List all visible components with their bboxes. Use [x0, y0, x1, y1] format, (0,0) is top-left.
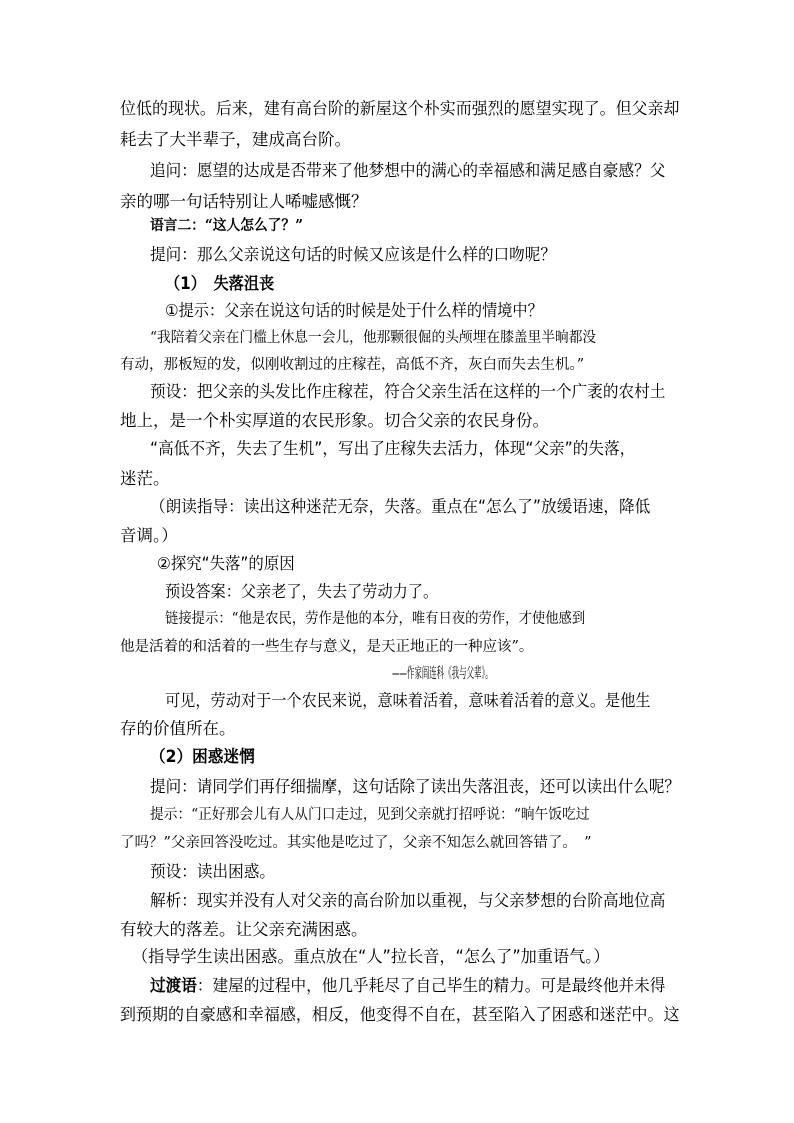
text-line: 预设：读出困惑。 — [150, 862, 275, 881]
quote-line: “我陪着父亲在门槛上休息一会儿，他那颗很倔的头颅埋在膝盖里半晌都没 — [150, 330, 597, 346]
section-heading: 语言二：“这人怎么了？” — [150, 217, 304, 234]
text-line: 迷茫。 — [120, 469, 170, 488]
quote-line: 他是活着的和活着的一些生存与意义，是天正地正的一种应该”。 — [120, 639, 534, 655]
text-line: 地上，是一个朴实厚道的农民形象。切合父亲的农民身份。 — [120, 411, 549, 430]
transition-line — [150, 973, 680, 999]
subsection-heading: （1） 失落沮丧 — [165, 274, 275, 293]
subsection-heading: （2）困惑迷惘 — [150, 747, 255, 766]
text-line: 到预期的自豪感和幸福感，相反，他变得不自在，甚至陷入了困惑和迷茫中。这 — [120, 1005, 680, 1024]
text-line: 有较大的落差。让父亲充满困惑。 — [120, 920, 368, 939]
text-line: 存的价值所在。 — [120, 719, 236, 738]
text-line: 可见，劳动对于一个农民来说，意味着活着，意味着活着的意义。是他生 — [165, 691, 651, 710]
text-line: 预设：把父亲的头发比作庄稼茬，符合父亲生活在这样的一个广袤的农村土 — [150, 382, 666, 401]
quote-line: 链接提示：“他是农民，劳作是他的本分，唯有日夜的劳作，才使他感到 — [165, 611, 586, 627]
transition-label: 过渡语 — [150, 976, 197, 995]
text-line: 追问：愿望的达成是否带来了他梦想中的满心的幸福感和满足感自豪感？父 — [150, 161, 666, 180]
text-line: 音调。） — [120, 526, 178, 545]
text-line: （指导学生读出困惑。重点放在“人”拉长音，“怎么了”加重语气。） — [132, 947, 610, 966]
text-line: ②探究“失落”的原因 — [157, 554, 295, 573]
text-line: （朗读指导：读出这种迷茫无奈，失落。重点在“怎么了”放缓语速，降低 — [150, 497, 651, 516]
text-line: ①提示：父亲在说这句话的时候是处于什么样的情境中？ — [165, 301, 543, 320]
text-line: 位低的现状。后来，建有高台阶的新屋这个朴实而强烈的愿望实现了。但父亲却 — [120, 99, 680, 118]
text-line: “高低不齐，失去了生机”，写出了庄稼失去活力，体现“父亲”的失落， — [150, 439, 636, 458]
quote-line: 了吗？”父亲回答没吃过。其实他是吃过了，父亲不知怎么就回答错了。 ” — [120, 835, 592, 851]
transition-text: ：建屋的过程中，他几乎耗尽了自己毕生的精力。可是最终他并未得 — [196, 976, 666, 995]
text-line: 解析：现实并没有人对父亲的高台阶加以重视，与父亲梦想的台阶高地位高 — [150, 891, 666, 910]
text-line: 亲的哪一句话特别让人唏嘘感慨？ — [120, 192, 368, 211]
text-line: 耗去了大半辈子，建成高台阶。 — [120, 130, 351, 149]
text-line: 提问：那么父亲说这句话的时候又应该是什么样的口吻呢？ — [150, 245, 557, 264]
text-line: 提问：请同学们再仔细揣摩，这句话除了读出失落沮丧，还可以读出什么呢？ — [150, 777, 680, 796]
text-line: 预设答案：父亲老了，失去了劳动力了。 — [165, 582, 439, 601]
quote-attribution: ——作家阎连科《我与父辈》。 — [392, 666, 493, 682]
quote-line: 提示：“正好那会儿有人从门口走过，见到父亲就打招呼说：“晌午饭吃过 — [150, 807, 590, 823]
quote-line: 有动，那板短的发，似刚收割过的庄稼茬，高低不齐，灰白而失去生机。” — [120, 357, 585, 373]
